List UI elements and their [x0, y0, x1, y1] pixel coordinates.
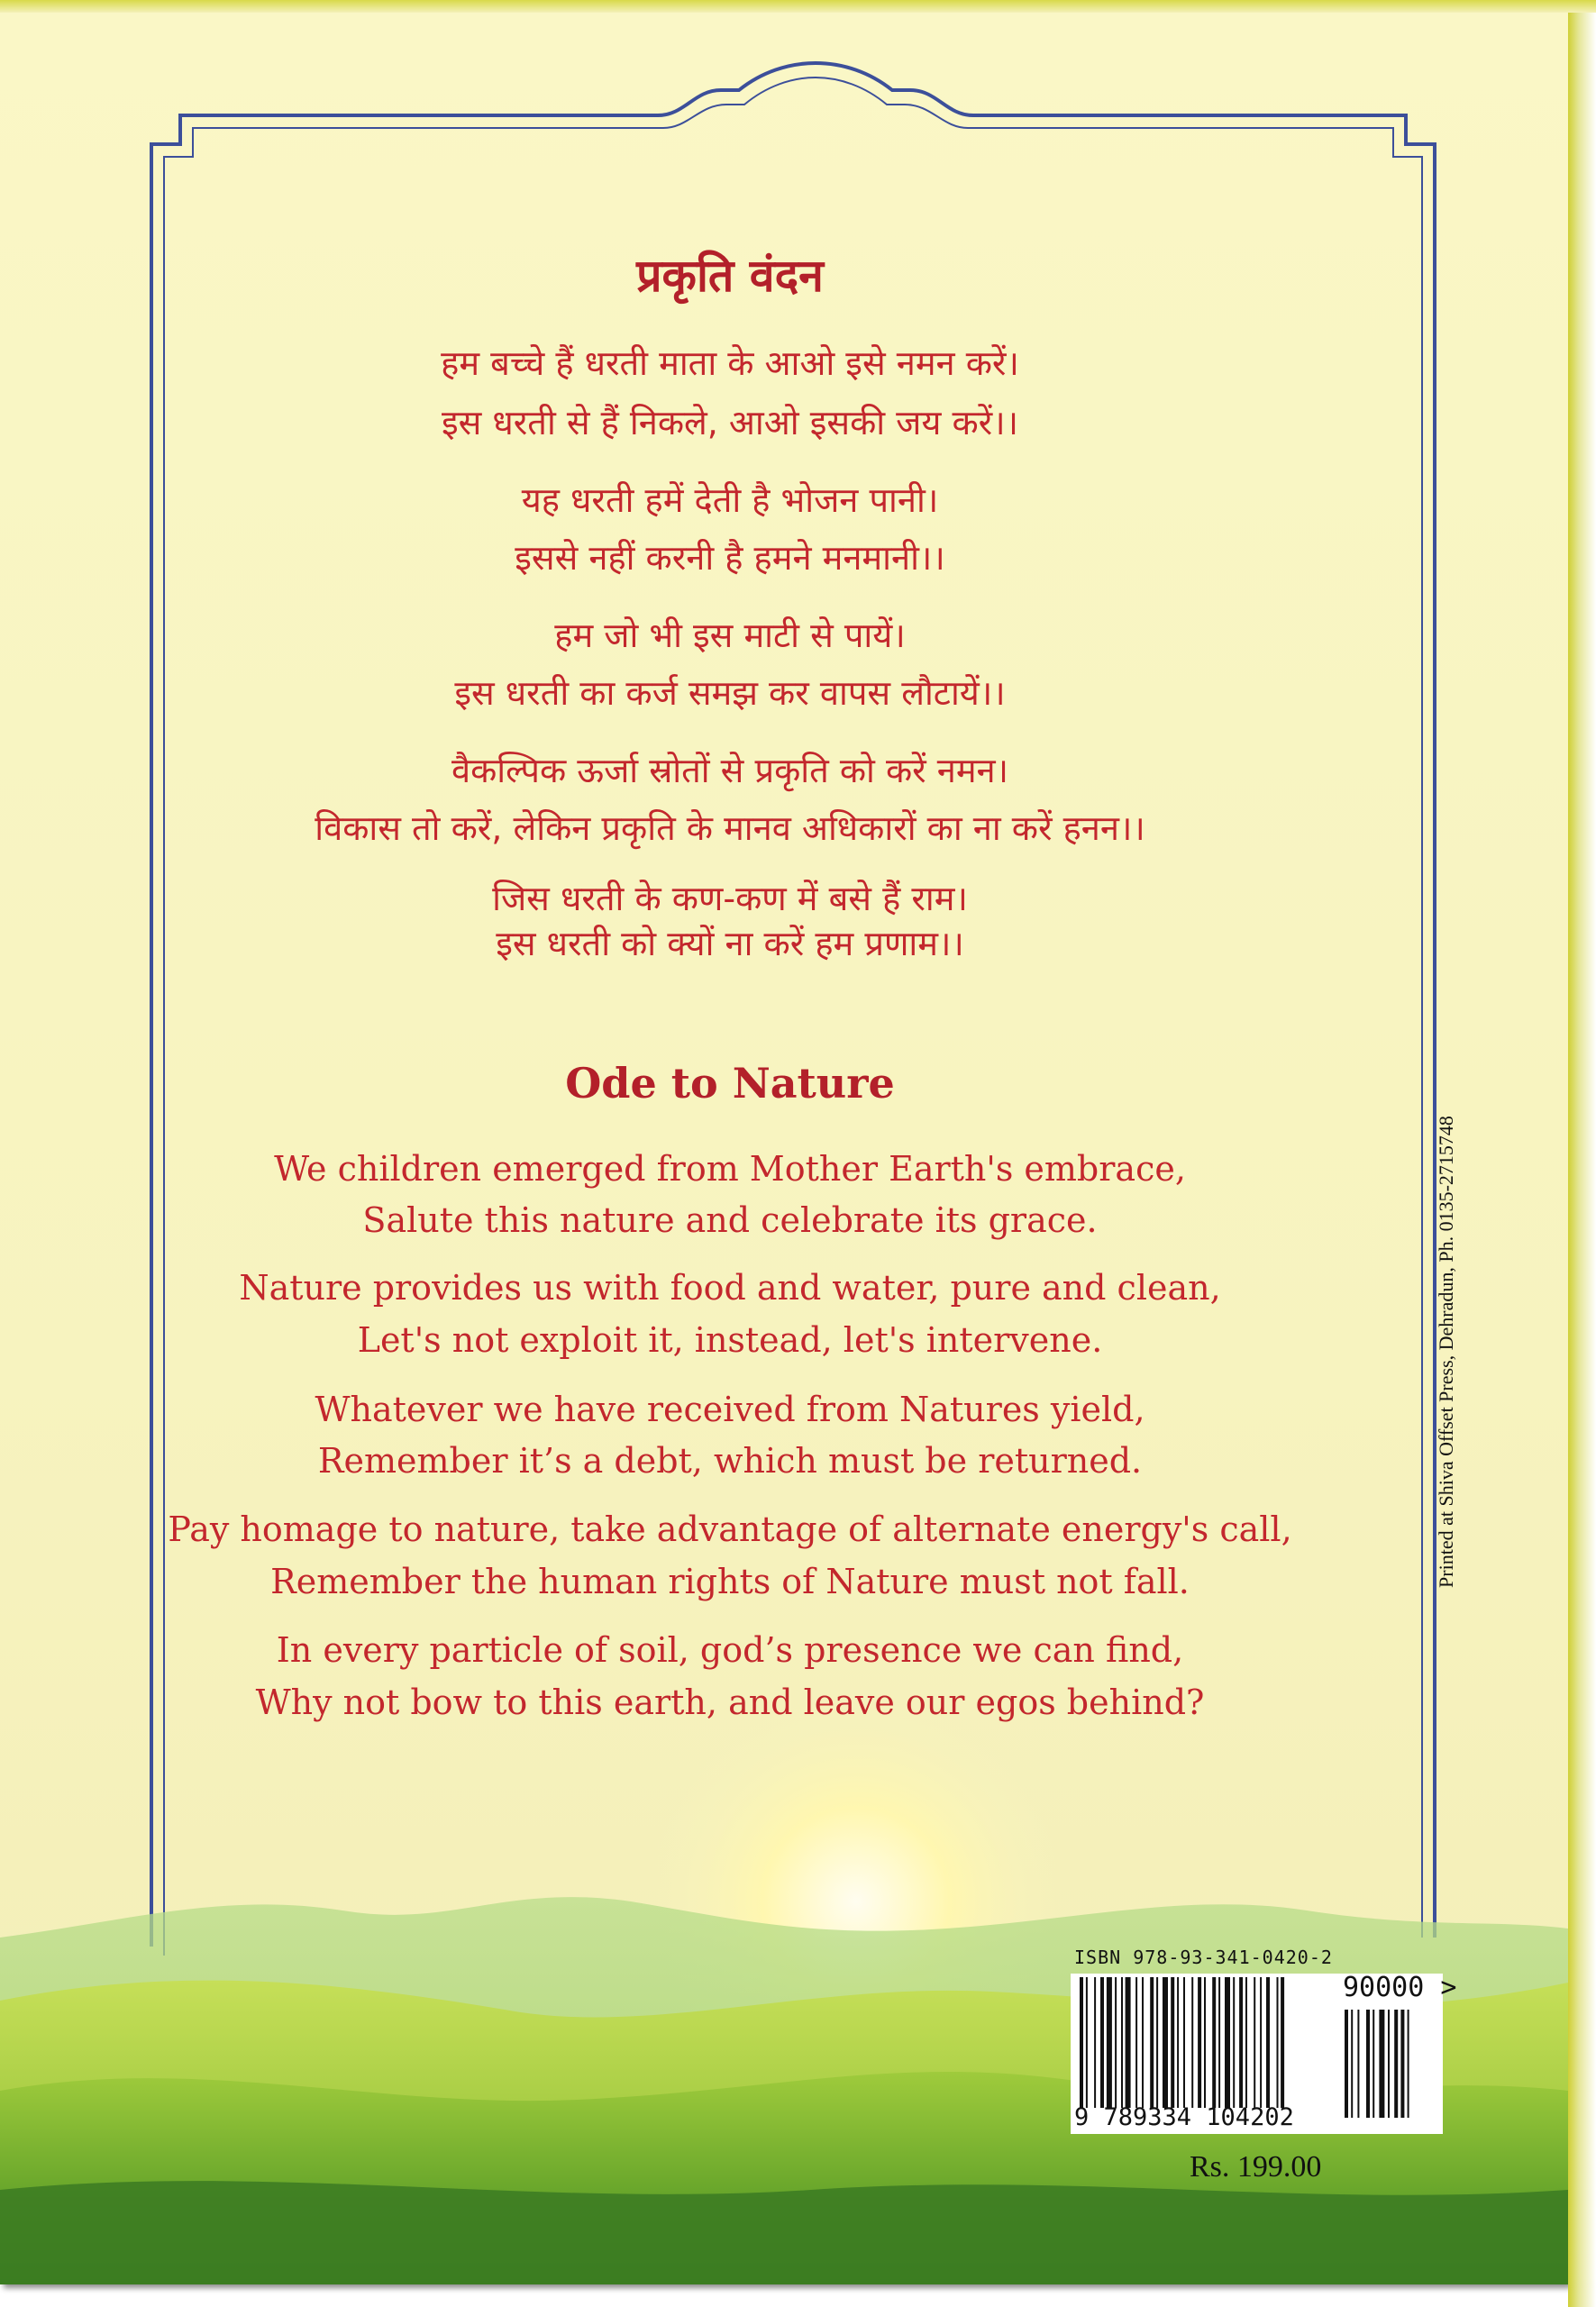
hindi-line: हम बच्चे हैं धरती माता के आओ इसे नमन करें। — [441, 343, 1019, 383]
hindi-line: इस धरती को क्यों ना करें हम प्रणाम।। — [496, 924, 964, 963]
hindi-line: यह धरती हमें देती है भोजन पानी। — [521, 480, 939, 520]
price-label: Rs. 199.00 — [1190, 2150, 1322, 2184]
hindi-line: जिस धरती के कण-कण में बसे हैं राम। — [492, 879, 968, 918]
price-code: 90000 > — [1343, 1972, 1457, 2003]
barcode-bars — [1080, 1977, 1350, 2108]
hindi-line: वैकल्पिक ऊर्जा स्रोतों से प्रकृति को करें नमन। — [451, 751, 1009, 790]
barcode-digits: 9 789334 104202 — [1074, 2103, 1294, 2131]
printer-note: Printed at Shiva Offset Press, Dehradun, Ph. 0135-2715748 — [1435, 1116, 1457, 1588]
hindi-line: विकास तो करें, लेकिन प्रकृति के मानव अधिकारों का ना करें हनन।। — [315, 808, 1145, 848]
isbn-barcode — [1071, 1938, 1467, 2136]
english-line: Remember it’s a debt, which must be returned. — [317, 1441, 1143, 1481]
hindi-line: हम जो भी इस माटी से पायें। — [554, 616, 906, 655]
hindi-line: इस धरती से हैं निकले, आओ इसकी जय करें।। — [441, 403, 1019, 442]
english-line: Whatever we have received from Natures yield, — [315, 1390, 1145, 1429]
english-line: We children emerged from Mother Earth's embrace, — [274, 1149, 1186, 1189]
english-line: In every particle of soil, god’s presence we can find, — [276, 1630, 1184, 1670]
english-line: Pay homage to nature, take advantage of alternate energy's call, — [168, 1509, 1292, 1549]
english-poem-title: Ode to Nature — [565, 1059, 895, 1108]
english-line: Remember the human rights of Nature must not fall. — [270, 1562, 1190, 1601]
english-line: Why not bow to this earth, and leave our egos behind? — [255, 1682, 1205, 1722]
page-edge-top — [0, 0, 1596, 13]
english-line: Let's not exploit it, instead, let's intervene. — [357, 1320, 1103, 1360]
english-line: Nature provides us with food and water, pure and clean, — [239, 1268, 1221, 1308]
page-edge — [1568, 0, 1596, 2307]
english-line: Salute this nature and celebrate its grace. — [362, 1200, 1098, 1240]
addon-bars — [1343, 2010, 1442, 2118]
hindi-poem-title: प्रकृति वंदन — [636, 250, 824, 302]
hindi-line: इस धरती का कर्ज समझ कर वापस लौटायें।। — [454, 673, 1006, 713]
isbn-label: ISBN 978-93-341-0420-2 — [1074, 1947, 1333, 1968]
hindi-line: इससे नहीं करनी है हमने मनमानी।। — [515, 538, 945, 578]
